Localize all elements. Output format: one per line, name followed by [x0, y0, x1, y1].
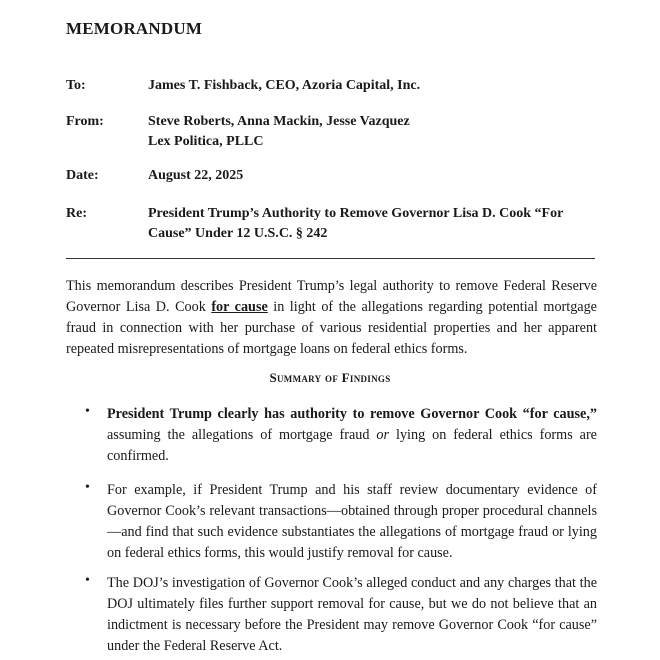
- intro-text-after: in light of the allegations regarding potential mortgage fraud in connection with her purchase of various residential properties and her apparent repeated misrepresentations of mortgage loans on federal ethics forms.: [66, 299, 597, 357]
- intro-text-before: This memorandum describes President Trump’s legal authority to remove Federal Reserve Governor Lisa D. Cook: [66, 278, 597, 315]
- from-firm: Lex Politica, PLLC: [148, 134, 264, 149]
- summary-heading: Summary of Findings: [269, 370, 391, 385]
- memo-title: MEMORANDUM: [66, 19, 203, 38]
- date-label: Date:: [66, 168, 99, 183]
- intro-paragraph: [66, 276, 597, 360]
- from-label: From:: [66, 114, 104, 129]
- to-value: James T. Fishback, CEO, Azoria Capital, Inc.: [148, 78, 421, 93]
- re-line-2: Cause” Under 12 U.S.C. § 242: [148, 226, 328, 241]
- bullet-2-marker: •: [85, 480, 90, 495]
- bullet-1-text: [107, 404, 597, 467]
- re-line-1: President Trump’s Authority to Remove Governor Lisa D. Cook “For: [148, 206, 564, 221]
- bullet-1-part-a: assuming the allegations of mortgage fraud: [107, 427, 377, 443]
- header-divider: [66, 258, 595, 259]
- re-label: Re:: [66, 206, 87, 221]
- intro-emphasis: for cause: [211, 299, 268, 315]
- to-label: To:: [66, 78, 86, 93]
- date-value: August 22, 2025: [148, 168, 244, 183]
- re-value: [148, 204, 563, 244]
- bullet-3-marker: •: [85, 573, 90, 588]
- bullet-1-marker: •: [85, 404, 90, 419]
- from-value: [148, 112, 410, 152]
- from-names: Steve Roberts, Anna Mackin, Jesse Vazquez: [148, 114, 410, 129]
- bullet-1-or: or: [376, 427, 390, 443]
- bullet-2-text: For example, if President Trump and his staff review documentary evidence of Governor Cook’s relevant transactions—obtained through proper procedural channels—and find that such evidence substantiates the allegations of mortgage fraud or lying on federal ethics forms, this would justify removal for cause.: [107, 482, 597, 561]
- bullet-3-text: The DOJ’s investigation of Governor Cook’s alleged conduct and any charges that the DOJ ultimately files further support removal for cause, but we do not believe that an indictment is necessary before the President may remove Governor Cook “for cause” under the Federal Reserve Act.: [107, 575, 597, 654]
- bullet-1-bold: President Trump clearly has authority to remove Governor Cook “for cause,”: [107, 406, 597, 422]
- bullet-1-part-b: lying on federal ethics forms are confirmed.: [107, 427, 597, 464]
